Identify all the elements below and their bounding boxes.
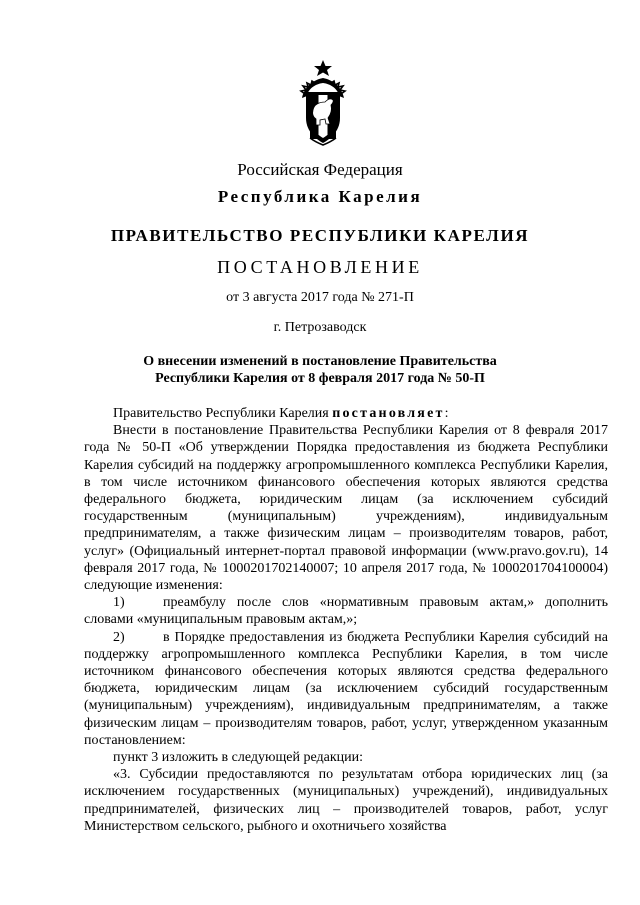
paragraph-point-3: пункт 3 изложить в следующей редакции:	[113, 750, 363, 766]
decree-heading	[0, 353, 640, 387]
list-item-1	[84, 594, 608, 628]
decree-type: ПОСТАНОВЛЕНИЕ	[217, 257, 423, 277]
item-2-number: 2)	[113, 629, 125, 645]
intro-paragraph	[84, 405, 608, 422]
heading-line-1: О внесении изменений в постановление Правительства	[143, 354, 497, 369]
paragraph-main: Внести в постановление Правительства Республики Карелия от 8 февраля 2017 года № 50-П «Об утверждении Порядка предоставления из бюджета Республики Карелия субсидий на поддержку агропромышленного комплекса Республики Карелия, в том числе источником финансового обеспечения которых являются средства федерального бюджета, юридическим лицам (за исключением субсидий государственным (муниципальным) учреждениям), индивидуальным предпринимателям, а также физическим лицам – производителям товаров, работ, услуг» (Официальный интернет-портал правовой информации (www.pravo.gov.ru), 14 февраля 2017 года, № 1000201702140007; 10 апреля 2017 года, № 1000201704100004) следующие изменения:	[84, 423, 608, 594]
item-2-text: в Порядке предоставления из бюджета Республики Карелия субсидий на поддержку агропромышленного комплекса Республики Карелия, в том числе источником финансового обеспечения которых являются средства федерального бюджета, юридическим лицам (за исключением субсидий государственным (муниципальным) учреждениям), индивидуальным предпринимателям, а также физическим лицам – производителям товаров, работ, услуг, утвержденном указанным постановлением:	[84, 629, 608, 748]
country-name: Российская Федерация	[237, 160, 403, 179]
city-name: г. Петрозаводск	[273, 320, 367, 335]
heading-line-2: Республики Карелия от 8 февраля 2017 года № 50-П	[155, 371, 485, 386]
item-1-text: преамбулу после слов «нормативным правовым актам,» дополнить словами «муниципальным правовым актам,»;	[84, 595, 608, 628]
intro-prefix: Правительство Республики Карелия	[113, 406, 333, 421]
karelia-coat-of-arms-icon	[298, 58, 348, 146]
list-item-2	[84, 629, 608, 749]
paragraph-quote: «3. Субсидии предоставляются по результатам отбора юридических лиц (за исключением государственных (муниципальных) учреждений), индивидуальных предпринимателей, физических лиц – производителей товаров, работ, услуг Министерством сельского, рыбного и охотничьего хозяйства	[84, 767, 608, 834]
government-title: ПРАВИТЕЛЬСТВО РЕСПУБЛИКИ КАРЕЛИЯ	[110, 226, 530, 245]
intro-suffix: :	[444, 406, 449, 421]
decree-body	[84, 405, 608, 835]
item-1-number: 1)	[113, 595, 125, 611]
intro-emphasis: постановляет	[332, 406, 445, 421]
decree-date: от 3 августа 2017 года № 271-П	[226, 290, 414, 305]
republic-name: Республика Карелия	[217, 187, 423, 206]
